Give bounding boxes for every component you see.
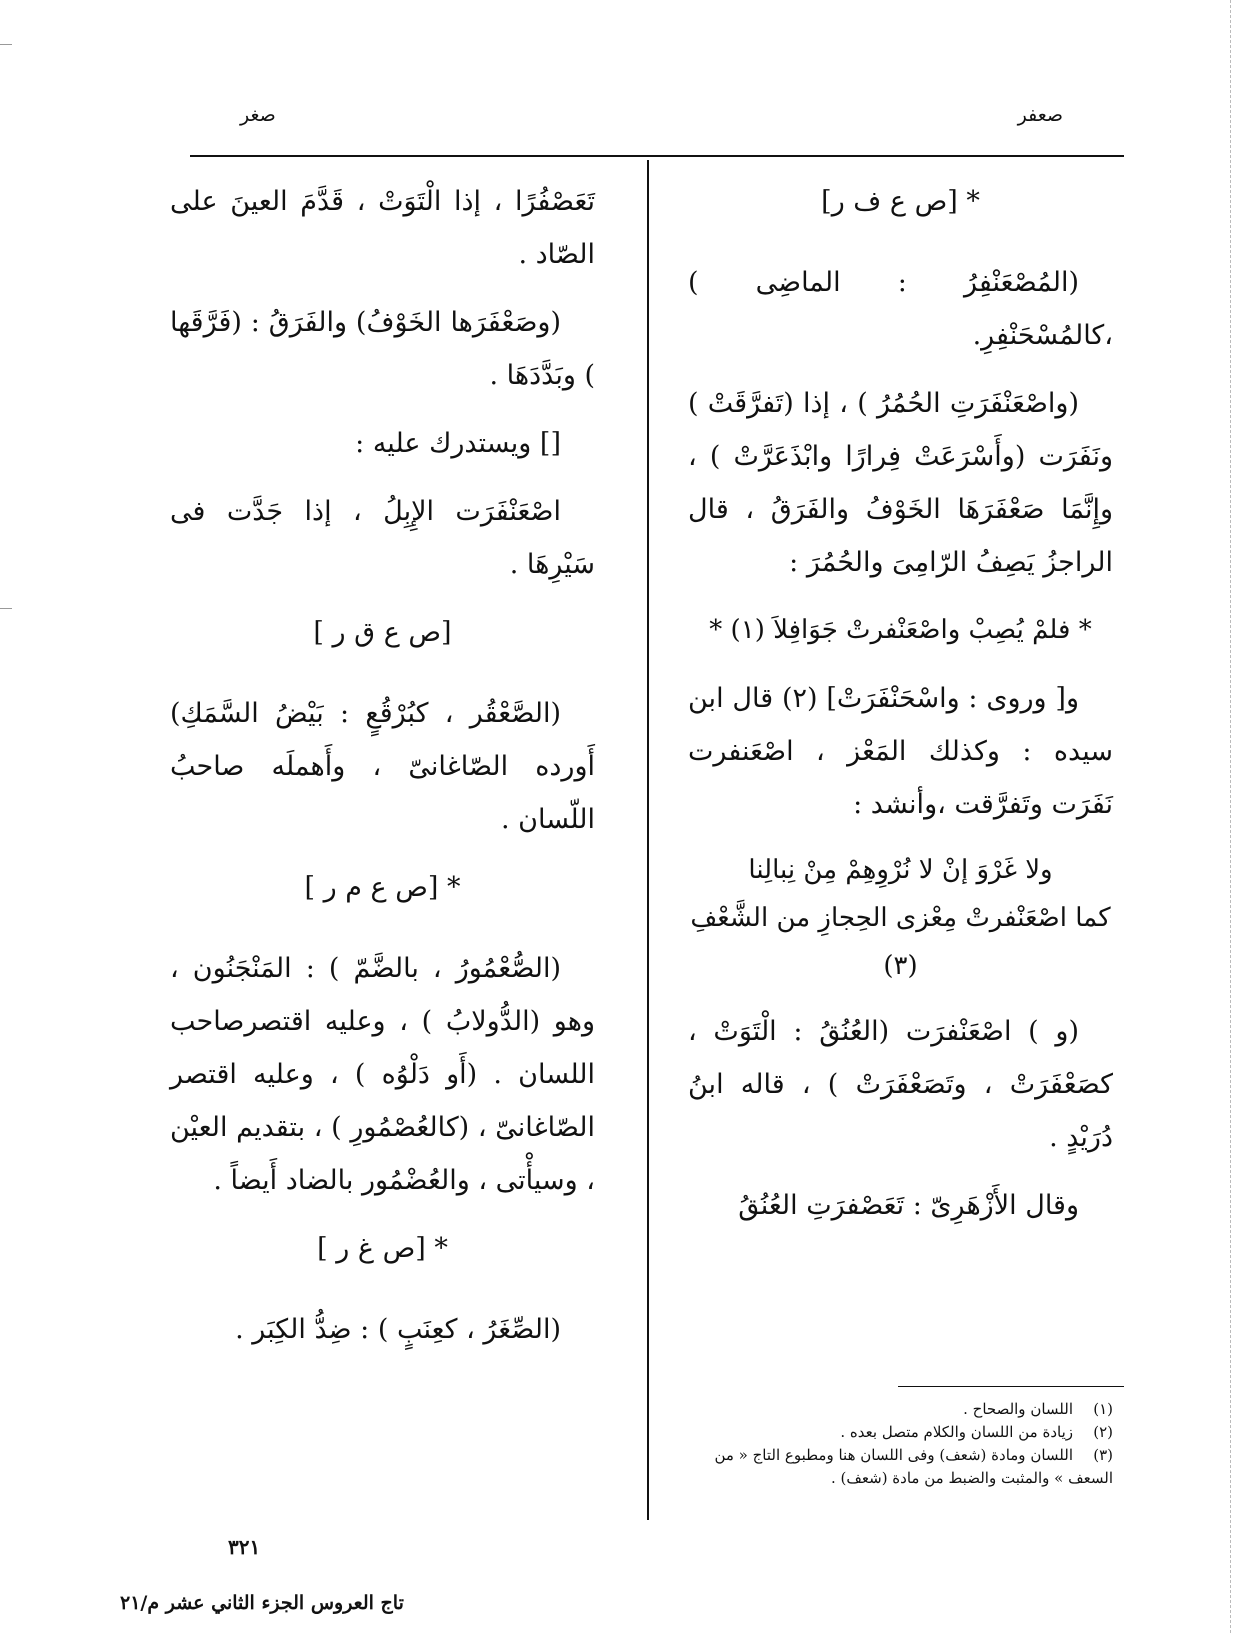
page-number: ٣٢١ — [228, 1535, 261, 1559]
paragraph: (الصَّعْقُر ، كبُرْقُعٍ : بَيْضُ السَّمَكِ) أَورده الصّاغانىّ ، وأَهملَه صاحبُ اللّسان . — [170, 698, 595, 835]
scan-margin-mark — [0, 44, 12, 45]
paragraph: وقال الأَزْهَرِىّ : تَعَصْفرَتِ العُنُقُ — [738, 1190, 1079, 1221]
scan-margin-mark — [0, 608, 12, 609]
left-column — [170, 175, 595, 1371]
paragraph: (و ) اصْعَنْفرَت (العُنُقُ : الْتَوَتْ ، كصَعْفَرَتْ ، وتَصَعْفَرَتْ ) ، قاله ابنُ دُرَيْدٍ . — [688, 1016, 1113, 1153]
entry-heading: [ص ع ق ر ] — [313, 617, 452, 648]
paragraph: (وصَعْفَرَها الخَوْفُ) والفَرَقُ : (فَرَّقَها ) وبَدَّدَهَا . — [170, 307, 595, 391]
footnote-number: (١) — [1093, 1400, 1113, 1418]
verse-line: * فلمْ يُصِبْ واصْعَنْفرتْ جَوَافِلاَ (١) * — [709, 615, 1092, 645]
footnote-number: (٢) — [1093, 1423, 1113, 1441]
header-rule — [190, 155, 1124, 157]
footnote-text: زيادة من اللسان والكلام متصل بعده . — [840, 1423, 1073, 1441]
paragraph: تَعَصْفُرًا ، إذا الْتَوَتْ ، قَدَّمَ العينَ على الصّاد . — [170, 186, 595, 270]
paragraph: (الصِّغَرُ ، كعِنَبٍ ) : ضِدُّ الكِبَر . — [235, 1314, 561, 1345]
footnote-number: (٣) — [1093, 1446, 1113, 1464]
footnotes — [688, 1398, 1113, 1490]
footnote — [688, 1398, 1113, 1421]
scan-edge-line — [1230, 0, 1231, 1633]
paragraph: اصْعَنْفَرَت الإِبِلُ ، إذا جَدَّت فى سَيْرِهَا . — [170, 496, 595, 580]
entry-heading: * [ص ع م ر ] — [304, 872, 461, 903]
paragraph: و[ وروى : واسْحَنْفَرَتْ] (٢) قال ابن سيده : وكذلك المَعْز ، اصْعَنفرت نَفَرَت وتَفرَّقت ،وأنشد : — [688, 683, 1113, 820]
footnote — [688, 1444, 1113, 1490]
paragraph: (المُصْعَنْفِرُ : الماضِى ) ،كالمُسْحَنْفِرِ. — [688, 267, 1113, 351]
running-header-right: صعفر — [1017, 104, 1063, 126]
running-header-left: صغر — [240, 104, 276, 126]
footnote-text: اللسان والصحاح . — [963, 1400, 1073, 1418]
paragraph: (واصْعَنْفَرَتِ الحُمُرُ ) ، إذا (تَفرَّقَتْ ) ونَفَرَت (وأَسْرَعَتْ فِرارًا وابْذَعَرَّتْ ) ، وإِنَّمَا صَعْفَرَهَا الخَوْفُ والفَرَقُ ، قال الراجزُ يَصِفُ الرّامِىَ والحُمُرَ : — [688, 388, 1113, 578]
footnote — [688, 1421, 1113, 1444]
paragraph: [] ويستدرك عليه : — [355, 428, 561, 459]
verse-line: كما اصْعَنْفرتْ مِعْزى الحِجازِ من الشَّعْفِ (٣) — [690, 903, 1111, 981]
footnote-text: اللسان ومادة (شعف) وفى اللسان هنا ومطبوع التاج « من السعف » والمثبت والضبط من مادة (شعف) . — [714, 1446, 1113, 1487]
footnote-rule — [898, 1386, 1124, 1387]
right-column — [688, 175, 1113, 1247]
entry-heading: * [ص غ ر ] — [317, 1233, 448, 1264]
verse-line: ولا غَرْوَ إنْ لا نُرْوِهِمْ مِنْ نِبالِنا — [748, 855, 1053, 885]
column-divider — [647, 160, 649, 1520]
paragraph: (الصُّعْمُورُ ، بالضَّمّ ) : المَنْجَنُون ، وهو (الدُّولابُ ) ، وعليه اقتصرصاحب اللسان . (أَو دَلْوُه ) ، وعليه اقتصر الصّاغانىّ ، (كالعُصْمُورِ ) ، بتقديم العيْن ، وسيأْتى ، والعُضْمُور بالضاد أَيضاً . — [170, 953, 595, 1196]
book-footer: تاج العروس الجزء الثاني عشر م/٢١ — [120, 1592, 404, 1614]
entry-heading: * [ص ع ف ر] — [821, 186, 980, 217]
